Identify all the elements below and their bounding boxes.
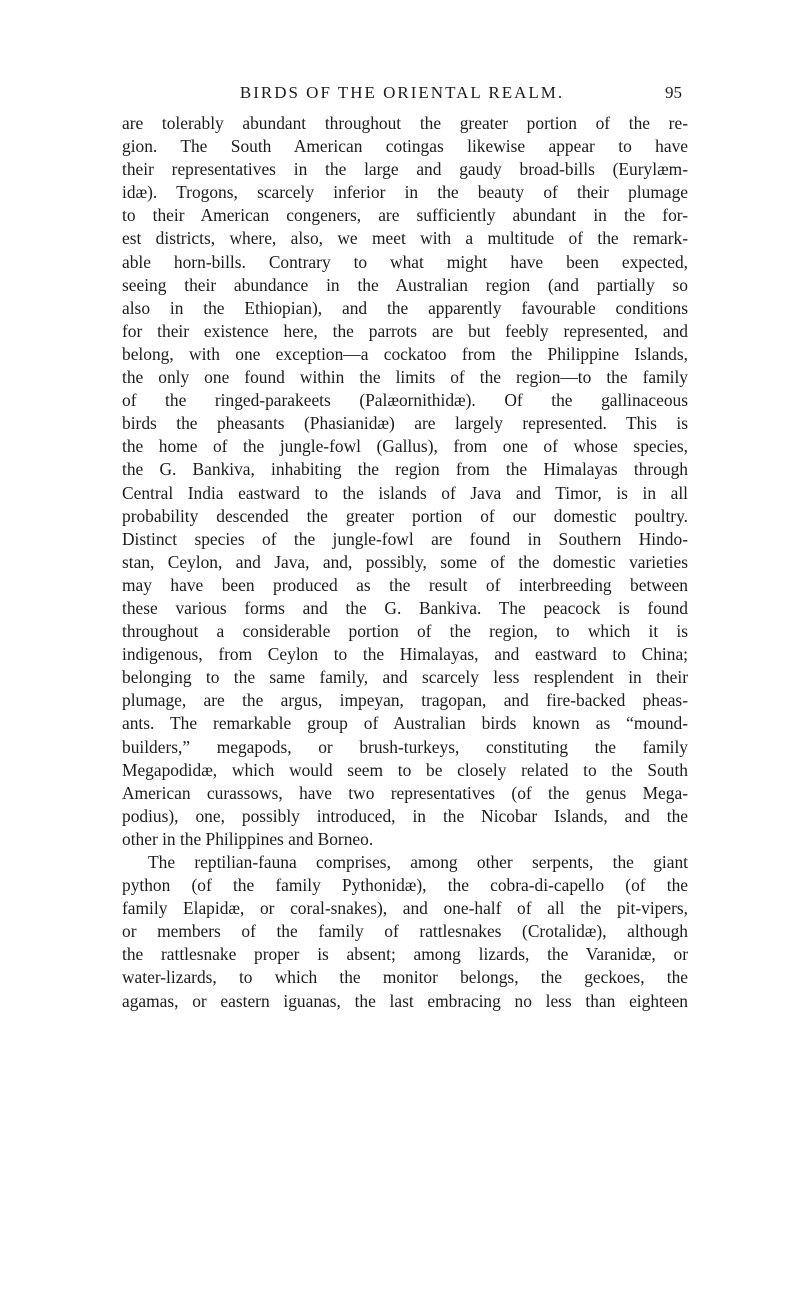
text-line: plumage, are the argus, impeyan, tragopan, and fire-backed pheas- [122,690,688,711]
text-line: the rattlesnake proper is absent; among lizards, the Varanidæ, or [122,944,688,965]
text-line: other in the Philippines and Borneo. [122,828,374,849]
text-line: these various forms and the G. Bankiva. The peacock is found [122,597,688,618]
text-line: to their American congeners, are sufficiently abundant in the for- [122,205,688,226]
text-line: Megapodidæ, which would seem to be closely related to the South [122,759,688,780]
paragraph [122,112,688,851]
text-line: est districts, where, also, we meet with a multitude of the remark- [122,228,688,249]
text-line: also in the Ethiopian), and the apparently favourable conditions [122,297,688,318]
text-line: American curassows, have two representatives (of the genus Mega- [122,782,688,803]
text-line: of the ringed-parakeets (Palæornithidæ). Of the gallinaceous [122,390,688,411]
text-line: gion. The South American cotingas likewise appear to have [122,136,688,157]
body-text [122,112,688,1013]
text-line: ants. The remarkable group of Australian birds known as “mound- [122,713,688,734]
running-head [122,83,682,109]
text-line: throughout a considerable portion of the region, to which it is [122,621,688,642]
text-line: family Elapidæ, or coral-snakes), and one-half of all the pit-vipers, [122,898,688,919]
text-line: indigenous, from Ceylon to the Himalayas, and eastward to China; [122,644,688,665]
text-line: the G. Bankiva, inhabiting the region from the Himalayas through [122,459,688,480]
text-line: python (of the family Pythonidæ), the cobra-di-capello (of the [122,875,688,896]
text-line: seeing their abundance in the Australian region (and partially so [122,274,688,295]
text-line: their representatives in the large and gaudy broad-bills (Eurylæm- [122,159,688,180]
running-head-title: BIRDS OF THE ORIENTAL REALM. [239,83,565,102]
text-line: the home of the jungle-fowl (Gallus), from one of whose species, [122,436,688,457]
paragraph [122,851,688,1013]
text-line: able horn-bills. Contrary to what might have been expected, [122,251,688,272]
text-line: or members of the family of rattlesnakes (Crotalidæ), although [122,921,688,942]
text-line: belonging to the same family, and scarcely less resplendent in their [122,667,688,688]
text-line: the only one found within the limits of the region—to the family [122,367,688,388]
text-line: water-lizards, to which the monitor belongs, the geckoes, the [122,967,688,988]
text-line: birds the pheasants (Phasianidæ) are largely represented. This is [122,413,688,434]
page-number: 95 [665,83,682,102]
text-line: probability descended the greater portion of our domestic poultry. [122,505,688,526]
text-line: podius), one, possibly introduced, in the Nicobar Islands, and the [122,805,688,826]
text-line: may have been produced as the result of interbreeding between [122,574,688,595]
text-line: idæ). Trogons, scarcely inferior in the beauty of their plumage [122,182,688,203]
text-line: builders,” megapods, or brush-turkeys, constituting the family [122,736,688,757]
text-line: Central India eastward to the islands of Java and Timor, is in all [122,482,688,503]
text-line: belong, with one exception—a cockatoo from the Philippine Islands, [122,343,688,364]
text-line: The reptilian-fauna comprises, among other serpents, the giant [148,852,688,872]
text-line: stan, Ceylon, and Java, and, possibly, some of the domestic varieties [122,551,688,572]
text-line: are tolerably abundant throughout the greater portion of the re- [122,113,688,133]
text-line: Distinct species of the jungle-fowl are found in Southern Hindo- [122,528,688,549]
text-line: for their existence here, the parrots are but feebly represented, and [122,320,688,341]
text-line: agamas, or eastern iguanas, the last embracing no less than eighteen [122,990,688,1011]
